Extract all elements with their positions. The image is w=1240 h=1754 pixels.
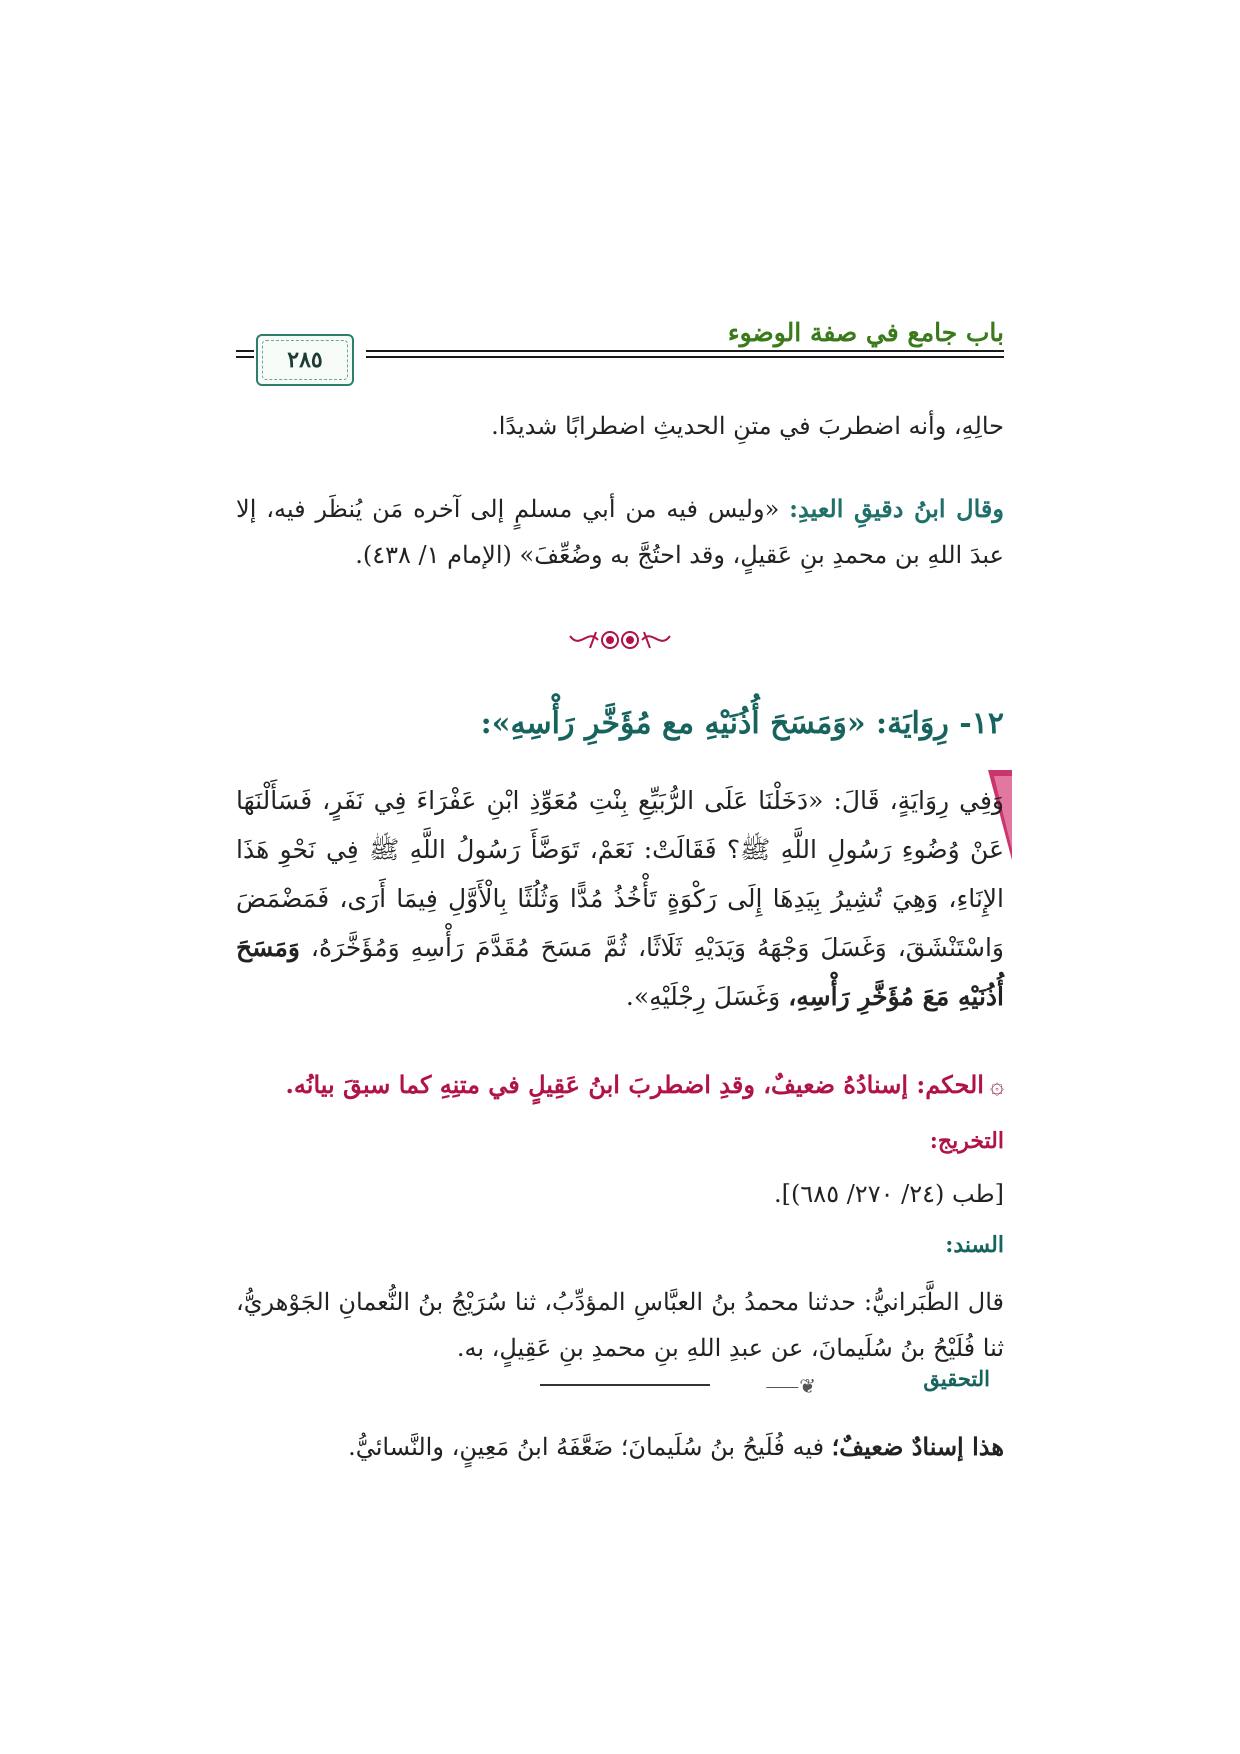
section-heading: [481, 706, 1004, 741]
hadith-narration: [236, 776, 1004, 1021]
flower-icon: ۞: [989, 1071, 1004, 1099]
tahqiq-label-text: التحقيق: [923, 1366, 990, 1391]
verdict-bold: هذا إسنادٌ ضعيفٌ؛: [831, 1432, 1004, 1461]
header-rule-right: [366, 350, 1004, 352]
ruling-text: إسنادُهُ ضعيفٌ، وقدِ اضطربَ ابنُ عَقِيلٍ في متنِهِ كما سبقَ بيانُه.: [285, 1070, 917, 1099]
intro-line: حالِهِ، وأنه اضطربَ في متنِ الحديثِ اضطرابًا شديدًا.: [491, 412, 1004, 440]
separator-ornament: [540, 620, 700, 660]
verdict-text: فيه فُلَيحُ بنُ سُلَيمانَ؛ ضَعَّفَهُ ابنُ مَعِينٍ، والنَّسائيُّ.: [348, 1433, 832, 1461]
takhrij-heading: التخريج:: [929, 1128, 1004, 1154]
page-number-frame: [256, 334, 354, 386]
ruling-line: [286, 1070, 1004, 1099]
header-rule-left-2: [236, 356, 254, 358]
tahqiq-divider-line: [540, 1384, 710, 1386]
section-number: ١٢- رِوَايَة:: [876, 706, 1004, 741]
tahqiq-heading: [923, 1366, 990, 1391]
sanad-text: قال الطَّبَرانيُّ: حدثنا محمدُ بنُ العبَّاسِ المؤدِّبُ، ثنا سُرَيْجُ بنُ النُّعمانِ الجَوْهريُّ، ثنا فُلَيْحُ بنُ سُلَيمانَ، عن عبدِ اللهِ بنِ محمدِ بنِ عَقِيلٍ، به.: [236, 1288, 1004, 1362]
header-rule-right-2: [366, 356, 1004, 358]
page-number: ٢٨٥: [287, 347, 323, 373]
running-header: باب جامع في صفة الوضوء: [727, 318, 1004, 347]
narration-text-end: وَغَسَلَ رِجْلَيْهِ».: [625, 982, 789, 1011]
quote-paragraph: [236, 486, 1004, 578]
quote-text: «وليس فيه من أبي مسلمٍ إلى آخره مَن يُنظَر فيه، إلا عبدَ اللهِ بن محمدِ بنِ عَقيلٍ، وقد احتُجَّ به وضُعِّفَ» (الإمام ١/ ٤٣٨).: [236, 495, 1004, 569]
narration-highlight: وَمَسَحَ أُذُنَيْهِ مَعَ مُؤَخَّرِ رَأْسِهِ،: [236, 933, 1004, 1011]
quote-author: وقال ابنُ دقيقِ العيدِ:: [789, 494, 1004, 523]
scroll-ornament-icon: ⸺❦: [765, 1374, 816, 1398]
sanad-heading: السند:: [945, 1232, 1004, 1258]
verdict-line: [348, 1432, 1004, 1461]
section-title: «وَمَسَحَ أُذُنَيْهِ مع مُؤَخَّرِ رَأْسِهِ»:: [480, 706, 866, 741]
narration-text: وَفِي رِوَايَةٍ، قَالَ: «دَخَلْنَا عَلَى الرُّبَيِّعِ بِنْتِ مُعَوِّذِ ابْنِ عَفْرَاءَ فِي نَفَرٍ، فَسَأَلْنَهَا عَنْ وُضُوءِ رَسُولِ اللَّهِ ﷺ؟ فَقَالَتْ: نَعَمْ، تَوَضَّأَ رَسُولُ اللَّهِ ﷺ فِي نَحْوِ هَذَا الإِنَاءِ، وَهِيَ تُشِيرُ بِيَدِهَا إِلَى رَكْوَةٍ تَأْخُذُ مُدًّا وَثُلُثًا بِالْأَوَّلِ فِيمَا أَرَى، فَمَضْمَضَ وَاسْتَنْشَقَ، وَغَسَلَ وَجْهَهُ وَيَدَيْهِ ثَلَاثًا، ثُمَّ مَسَحَ مُقَدَّمَ رَأْسِهِ وَمُؤَخَّرَهُ،: [236, 786, 1004, 962]
takhrij-text: [طب (٢٤/ ٢٧٠/ ٦٨٥)].: [774, 1180, 1004, 1208]
header-rule-left: [236, 350, 254, 352]
ruling-label: الحكم:: [916, 1070, 984, 1099]
